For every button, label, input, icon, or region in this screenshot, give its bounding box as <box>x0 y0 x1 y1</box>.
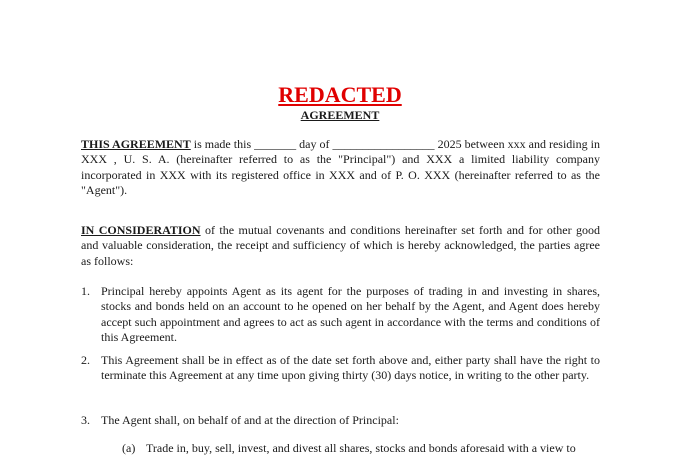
consideration-lead: IN CONSIDERATION <box>81 223 201 237</box>
intro-paragraph <box>81 137 600 198</box>
item-1-number: 1. <box>81 284 90 298</box>
document-title: AGREEMENT <box>300 108 380 122</box>
item-2-text: This Agreement shall be in effect as of the date set forth above and, either party shall have the right to terminate this Agreement at any time upon giving thirty (30) days notice, in writing to the other party. <box>101 353 600 383</box>
intro-lead: THIS AGREEMENT <box>81 137 191 151</box>
item-1-text: Principal hereby appoints Agent as its agent for the purposes of trading in and investing in shares, stocks and bonds held on an account to he opened on her behalf by the Agent, and Agent does hereby accept such appointment and agrees to act as such agent in accordance with the terms and conditions of this Agreement. <box>101 284 600 344</box>
consideration-text: of the mutual covenants and conditions hereinafter set forth and for other good and valuable consideration, the receipt and sufficiency of which is hereby acknowledged, the parties agree as follows: <box>81 223 600 268</box>
consideration-paragraph <box>81 223 600 269</box>
subitem-a-text: Trade in, buy, sell, invest, and divest all shares, stocks and bonds aforesaid with a view to <box>146 441 576 455</box>
item-3-text: The Agent shall, on behalf of and at the direction of Principal: <box>101 413 399 427</box>
redacted-stamp: REDACTED <box>278 82 402 107</box>
item-2-number: 2. <box>81 353 90 367</box>
item-3-number: 3. <box>81 413 90 427</box>
subitem-a-label: (a) <box>122 441 136 455</box>
intro-text: is made this _______ day of _________________ 2025 between xxx and residing in XXX , U. S. A. (hereinafter referred to as the "Principal") and XXX a limited liability company incorporated in XXX with its registered office in XXX and of P. O. XXX (hereinafter referred to as the "Agent"). <box>81 137 600 197</box>
